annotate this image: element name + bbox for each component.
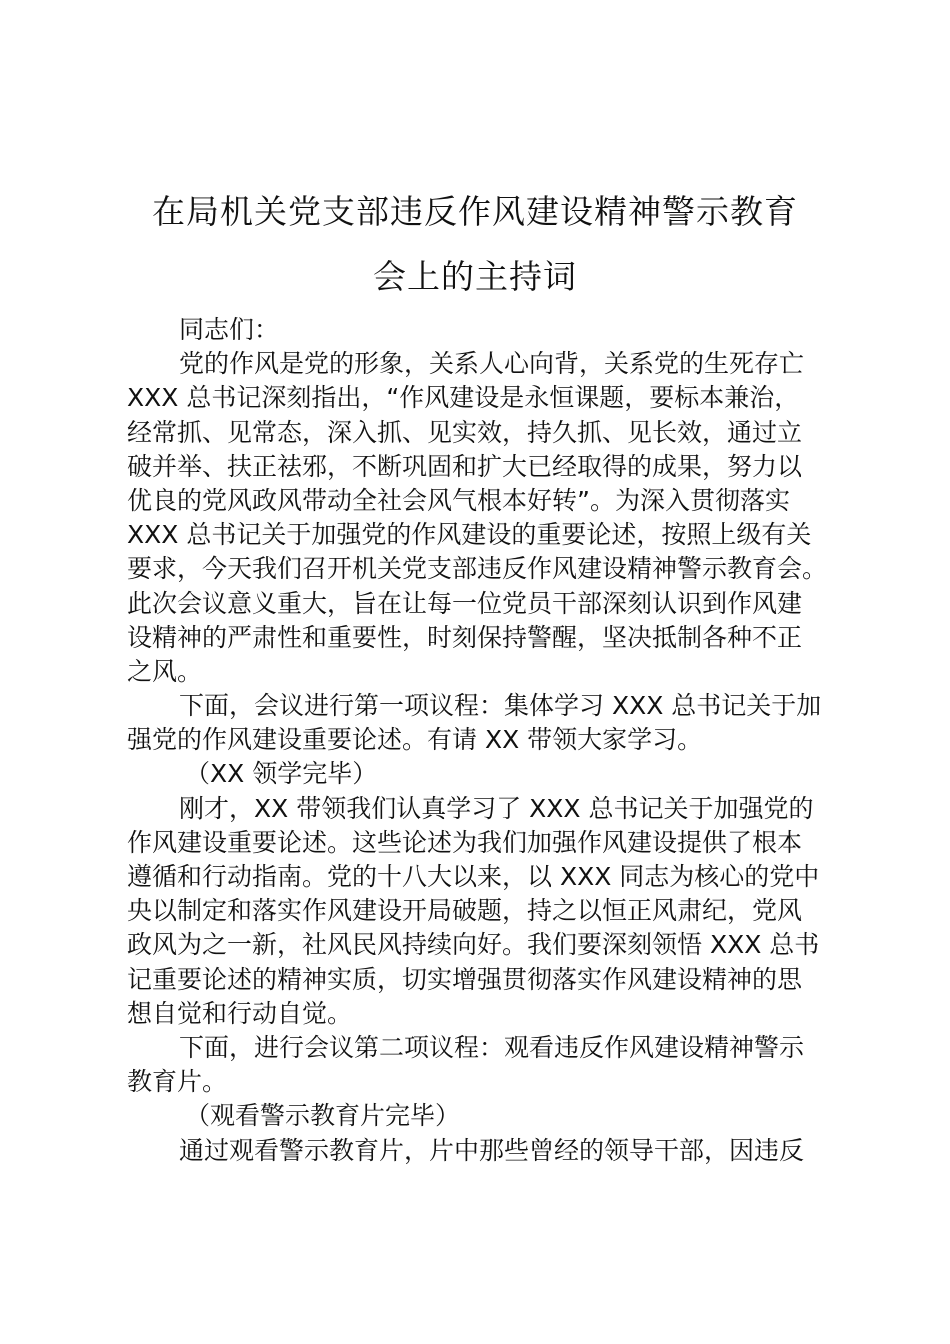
body-line: 刚才，XX 带领我们认真学习了 XXX 总书记关于加强党的 bbox=[179, 793, 814, 823]
document-body bbox=[127, 313, 839, 1168]
body-line: 设精神的严肃性和重要性，时刻保持警醒，坚决抵制各种不正 bbox=[127, 622, 803, 652]
stage-direction: （XX 领学完毕） bbox=[185, 759, 378, 789]
body-line: 要求，今天我们召开机关党支部违反作风建设精神警示教育会。 bbox=[127, 554, 828, 584]
body-line: XXX 总书记关于加强党的作风建设的重要论述，按照上级有关 bbox=[127, 520, 812, 550]
stage-direction: （观看警示教育片完毕） bbox=[185, 1101, 461, 1131]
body-line: 教育片。 bbox=[127, 1067, 228, 1097]
body-line: 下面，会议进行第一项议程：集体学习 XXX 总书记关于加 bbox=[179, 691, 822, 721]
body-line: 想自觉和行动自觉。 bbox=[127, 998, 353, 1028]
body-line: 此次会议意义重大，旨在让每一位党员干部深刻认识到作风建 bbox=[127, 588, 803, 618]
body-line: XXX 总书记深刻指出，“作风建设是永恒课题，要标本兼治， bbox=[127, 383, 800, 413]
body-line: 政风为之一新，社风民风持续向好。我们要深刻领悟 XXX 总书 bbox=[127, 930, 820, 960]
salutation: 同志们： bbox=[179, 315, 280, 344]
document-title-line-2: 会上的主持词 bbox=[373, 257, 577, 296]
body-line: 强党的作风建设重要论述。有请 XX 带领大家学习。 bbox=[127, 725, 703, 755]
body-line: 通过观看警示教育片，片中那些曾经的领导干部，因违反 bbox=[179, 1135, 805, 1165]
body-line: 优良的党风政风带动全社会风气根本好转”。为深入贯彻落实 bbox=[127, 485, 790, 515]
body-line: 经常抓、见常态，深入抓、见实效，持久抓、见长效，通过立 bbox=[127, 417, 803, 447]
body-line: 党的作风是党的形象，关系人心向背，关系党的生死存亡 bbox=[179, 349, 805, 379]
body-line: 记重要论述的精神实质，切实增强贯彻落实作风建设精神的思 bbox=[127, 964, 803, 994]
document-title-line-1: 在局机关党支部违反作风建设精神警示教育 bbox=[152, 192, 798, 231]
body-line: 下面，进行会议第二项议程：观看违反作风建设精神警示 bbox=[179, 1032, 805, 1062]
body-line: 央以制定和落实作风建设开局破题，持之以恒正风肃纪，党风 bbox=[127, 896, 803, 926]
body-line: 破并举、扶正祛邪，不断巩固和扩大已经取得的成果，努力以 bbox=[127, 451, 803, 481]
body-line: 遵循和行动指南。党的十八大以来，以 XXX 同志为核心的党中 bbox=[127, 862, 820, 891]
body-line: 之风。 bbox=[127, 656, 203, 686]
body-line: 作风建设重要论述。这些论述为我们加强作风建设提供了根本 bbox=[127, 827, 803, 857]
